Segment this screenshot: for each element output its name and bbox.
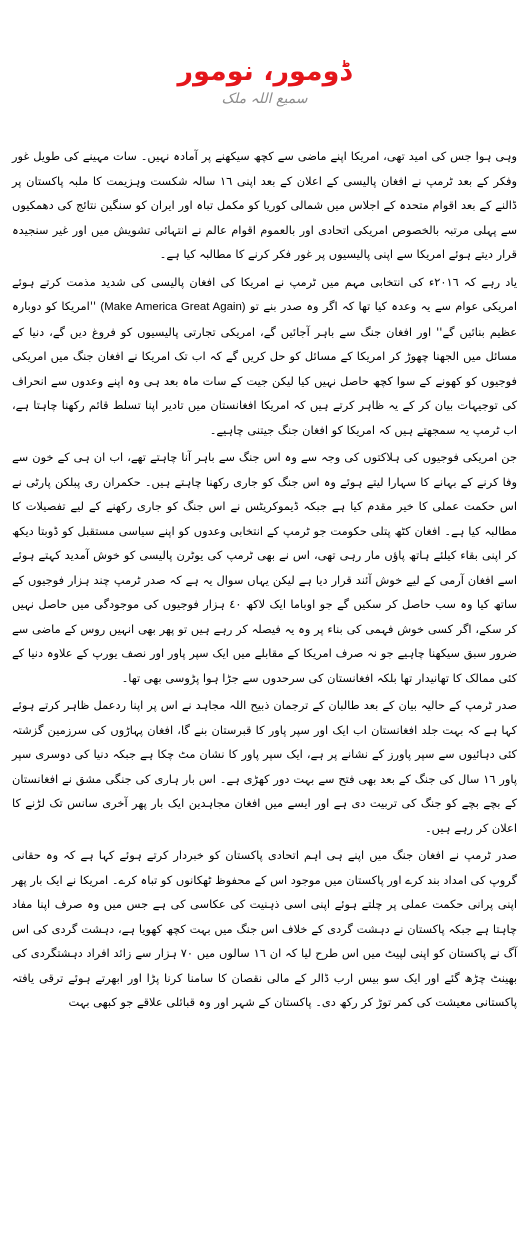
paragraph-5: صدر ٹرمپ نے افغان جنگ میں اپنے ہی اہم اتحادی پاکستان کو خبردار کرتے ہوئے کہا ہے کہ وہ حقانی گروپ کی امداد بند کرے اور پاکستان میں موجود اس کے محفوظ ٹھکانوں کو تباہ کرے۔ امریکا نے ایک بار پھر اپنی پرانی حکمت عملی پر چلتے ہوئے اپنی اسی ذہنیت کی عکاسی کی ہے جس میں وہ صرف اپنا مفاد چاہتا ہے جبکہ پاکستان نے دہشت گردی کے خلاف اس جنگ میں بہت کچھ کھویا ہے، دہشت گردی کی اس آگ نے پاکستان کو اپنی لپیٹ میں اس طرح لیا کہ ان ١٦ سالوں میں ٧٠ ہزار سے زائد افراد دہشتگردی کی بھینٹ چڑھ گئے اور ایک سو بیس ارب ڈالر کے مالی نقصان کا سامنا کرنا پڑا اور ابھرتے ہوئے ترقی یافتہ پاکستانی معیشت کی کمر توڑ کر رکھ دی۔ پاکستان کے شہر اور وہ قبائلی علاقے جو کبھی بہت bbox=[12, 848, 517, 1009]
english-slogan: (Make America Great Again) bbox=[100, 301, 246, 313]
paragraph-3: جن امریکی فوجیوں کی ہلاکتوں کی وجہ سے وہ اس جنگ سے باہر آنا چاہتے تھے، اب ان ہی کے خون سے وفا کرنے کے بہانے کا سہارا لیتے ہوئے وہ اس جنگ کو جاری رکھنا چاہتے ہیں۔ حکمران ری پبلکن پارٹی نے اس حکمت عملی کا خیر مقدم کیا ہے جبکہ ڈیموکریٹس نے اس جنگ کو جاری رکھنے کے لیے تفصیلات کا مطالبہ کیا ہے۔ افغان کٹھ پتلی حکومت جو ٹرمپ کے انتخابی وعدوں کو اپنے سیاسی مستقبل کو ڈوبتا دیکھ کر اپنی بقاء کیلئے ہاتھ پاؤں مار رہی تھی، اس نے بھی ٹرمپ کی یوٹرن پالیسی کو خوش آمدید کہتے ہوئے اسے افغان آرمی کے لیے خوش آئند قرار دیا ہے لیکن یہاں سوال یہ ہے کہ صدر ٹرمپ چند ہزار فوجیوں کے ساتھ کیا وہ سب حاصل کر سکیں گے جو اوباما ایک لاکھ ٤٠ ہزار فوجیوں کی موجودگی میں حاصل نہیں کر سکے، اگر کسی خوش فہمی کی بناء پر وہ یہ فیصلہ کر رہے ہیں تو پھر بھی انہیں روس کے ماضی سے ضرور سبق سیکھنا چاہیے جو نہ صرف امریکا کے مقابلے میں ایک سپر پاور اور نصف یورپ کے علاوہ دنیا کے کئی ممالک کا تھانیدار تھا بلکہ افغانستان کی سرحدوں سے جڑا ہوا پڑوسی بھی تھا۔ bbox=[12, 450, 517, 685]
paragraph-4: صدر ٹرمپ کے حالیہ بیان کے بعد طالبان کے ترجمان ذبیح اللہ مجاہد نے اس پر اپنا ردعمل ظاہر کرتے ہوئے کہا ہے کہ بہت جلد افغانستان اب ایک اور سپر پاور کا قبرستان بنے گا، افغان پہاڑوں کی سرزمین گزشتہ کئی دہائیوں سے سپر پاورز کے نشانے پر ہے، ایک سپر پاور کا نشان مٹ چکا ہے جبکہ دنیا کی دوسری سپر پاور ١٦ سال کی جنگ کے بعد بھی فتح سے بہت دور کھڑی ہے۔ اس بار ہاری کی جنگی مشق نے افغانستان کے بچے بچے کو جنگ کی تربیت دی ہے اور ایسے میں افغان مجاہدین ایک بار پھر آخری سانس تک لڑنے کا اعلان کر رہے ہیں۔ bbox=[12, 698, 517, 835]
paragraph-2: یاد رہے کہ ٢٠١٦ء کی انتخابی مہم میں ٹرمپ نے امریکا کی افغان پالیسی کی شدید مذمت کرتے ہوئے امریکی عوام سے یہ وعدہ کیا تھا کہ اگر وہ صدر بنے تو (Make America Great Again) ''امریکا کو دوبارہ عظیم بنائیں گے'' اور افغان جنگ سے باہر آجائیں گے، امریکی تجارتی پالیسیوں کو فروغ دیں گے، دنیا کے مسائل میں الجھنا چھوڑ کر امریکا کے مسائل کو حل کریں گے کہ اب تک امریکا نے افغان جنگ میں امریکی فوجیوں کو کھونے کے سوا کچھ حاصل نہیں کیا لیکن جیت کے سات ماہ بعد ہی وہ اپنے وعدوں سے انحراف کی توجیہات بیان کر کے یہ ظاہر کرتے ہیں کہ امریکا افغانستان میں تادیر اپنا تسلط قائم رکھنا چاہتا ہے، اب ٹرمپ یہ سمجھتے ہیں کہ امریکا کو افغان جنگ جیتنی چاہیے۔ bbox=[12, 274, 517, 437]
article-body bbox=[12, 144, 517, 1018]
author-byline: سمیع اللہ ملک bbox=[221, 91, 308, 107]
paragraph-1: وہی ہوا جس کی امید تھی، امریکا اپنے ماضی سے کچھ سیکھنے پر آمادہ نہیں۔ سات مہینے کی طویل غور وفکر کے بعد ٹرمپ نے افغان پالیسی کے اعلان کے بعد اپنی ١٦ سالہ شکست وہزیمت کا ملبہ پاکستان پر ڈالنے کے بعد اقوام متحدہ کے اجلاس میں شمالی کوریا کو مکمل تباہ اور ایران کو سنگین نتائج کی دھمکیوں سے پہلی مرتبہ بالخصوص امریکی اتحادی اور بالعموم اقوام عالم نے انتہائی تشویش میں اور غیر سنجیدہ قرار دیتے ہوئے امریکا سے اپنی پالیسیوں پر غور فکر کرنے کا مطالبہ کیا ہے۔ bbox=[12, 149, 518, 261]
article-title: ڈومور، نومور bbox=[177, 56, 352, 88]
